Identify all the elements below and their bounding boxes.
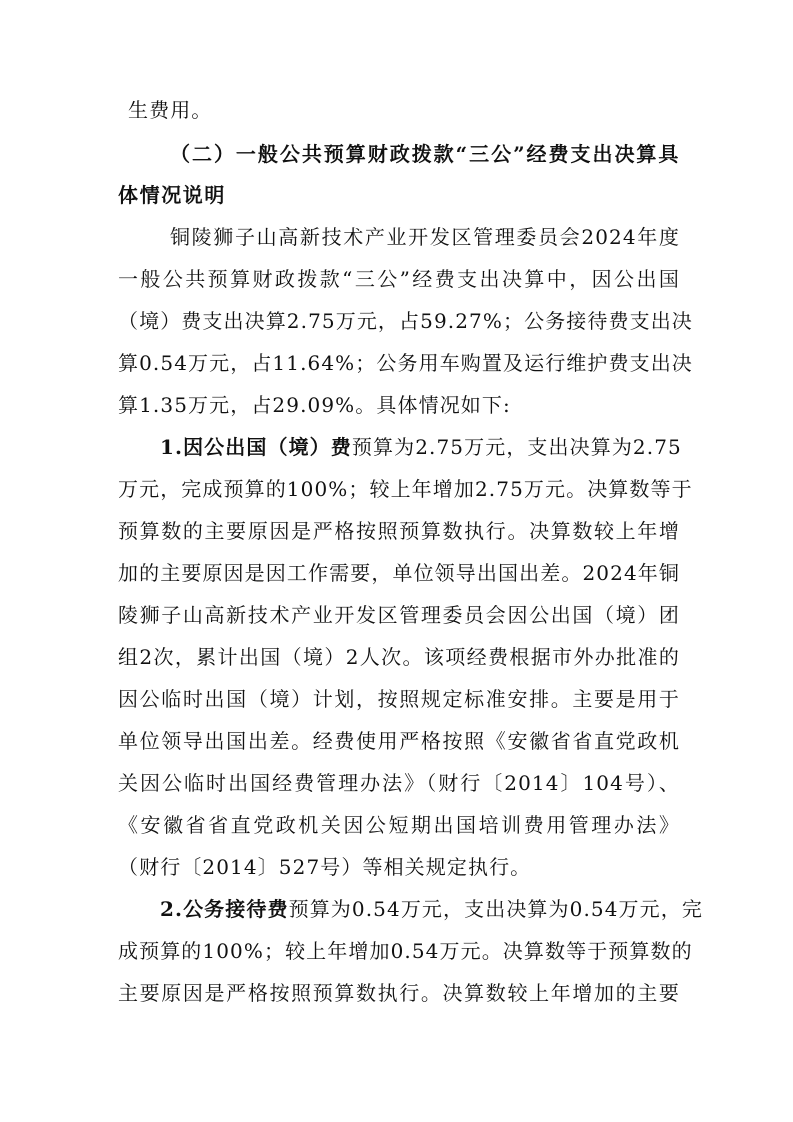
section-heading-cont: 体情况说明 bbox=[118, 183, 226, 207]
paragraph-line: 万元，完成预算的100%；较上年增加2.75万元。决算数等于 bbox=[118, 477, 693, 501]
paragraph-line: 一般公共预算财政拨款“三公”经费支出决算中，因公出国 bbox=[118, 267, 680, 291]
paragraph-line: 预算数的主要原因是严格按照预算数执行。决算数较上年增 bbox=[118, 519, 680, 543]
item2-line-rest: 预算为0.54万元，支出决算为0.54万元，完 bbox=[288, 897, 703, 921]
paragraph-line: 算1.35万元，占29.09%。具体情况如下: bbox=[118, 393, 511, 417]
paragraph-line: （境）费支出决算2.75万元，占59.27%；公务接待费支出决 bbox=[118, 309, 693, 333]
paragraph-line: 因公临时出国（境）计划，按照规定标准安排。主要是用于 bbox=[118, 687, 680, 711]
paragraph-line: 加的主要原因是因工作需要，单位领导出国出差。2024年铜 bbox=[118, 561, 680, 585]
paragraph-line: 单位领导出国出差。经费使用严格按照《安徽省省直党政机 bbox=[118, 729, 680, 753]
paragraph-line: 组2次，累计出国（境）2人次。该项经费根据市外办批准的 bbox=[118, 645, 680, 669]
text-line: 生费用。 bbox=[128, 98, 213, 122]
paragraph-line: 陵狮子山高新技术产业开发区管理委员会因公出国（境）团 bbox=[118, 603, 680, 627]
item1-first-line bbox=[160, 433, 680, 461]
item1-label: 1.因公出国（境）费 bbox=[160, 435, 352, 459]
paragraph-line: 成预算的100%；较上年增加0.54万元。决算数等于预算数的 bbox=[118, 939, 693, 963]
section-heading: （二）一般公共预算财政拨款“三公”经费支出决算具 bbox=[170, 142, 680, 166]
paragraph-line: 《安徽省省直党政机关因公短期出国培训费用管理办法》 bbox=[118, 813, 680, 837]
paragraph-line: 算0.54万元，占11.64%；公务用车购置及运行维护费支出决 bbox=[118, 351, 693, 375]
paragraph-line: 主要原因是严格按照预算数执行。决算数较上年增加的主要 bbox=[118, 981, 680, 1005]
item2-label: 2.公务接待费 bbox=[160, 897, 289, 921]
paragraph-line: 铜陵狮子山高新技术产业开发区管理委员会2024年度 bbox=[170, 225, 680, 249]
item2-first-line bbox=[160, 895, 703, 923]
paragraph-line: （财行〔2014〕527号）等相关规定执行。 bbox=[118, 855, 532, 879]
item1-line-rest: 预算为2.75万元，支出决算为2.75 bbox=[351, 435, 682, 459]
paragraph-line: 关因公临时出国经费管理办法》（财行〔2014〕104号）、 bbox=[118, 771, 680, 795]
